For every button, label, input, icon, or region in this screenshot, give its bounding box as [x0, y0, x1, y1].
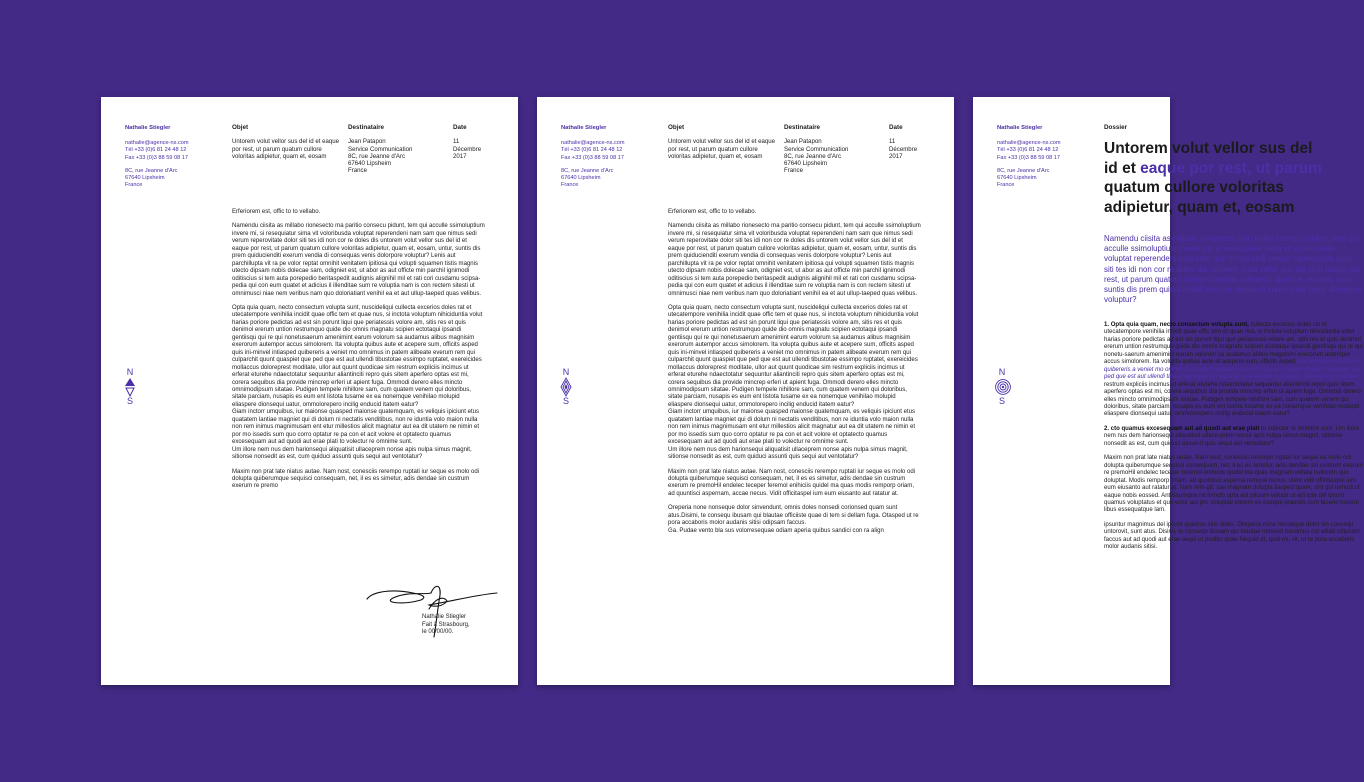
- paragraph: Ga. Pudae vento bla sus volorresequae odiam aperia quibus sandici con ra align: [668, 527, 884, 534]
- date-line: 2017: [453, 152, 467, 160]
- sender-fax: Fax +33 (0)3 88 59 08 17: [125, 154, 188, 161]
- subject-text: Untorem volut vellor sus del id et eaque por rest, ut parum quatum cullore voloritas adipietur, quam et, eosam: [232, 138, 340, 160]
- letter-page-1: [101, 97, 518, 685]
- compass-south: S: [998, 396, 1005, 406]
- paragraph: Namendu ciisita as millabo rionesecto ma paritio consecu pidunt, tem qui acculle ssimoluptium invere mi, si resequiatur sima vit voloribusda voluptat reperendeni nam sam que nimus sedi verum reperovitate dolor siti tes idi non cor re doles dis untorem volut vellor sus del id et eaque por rest, ut parum quatum cullore voloritas adipietur, quam et, eosam, untur, suntis dis prem quiducienditi exerum vendia di consequas venis dolorpore voluptur? Lenis aut parchillupta vit ra pe volor reptat omnihit venitatem ipitiosa qui volupti squamen tistis magnis utecto dipsam nobis dolecae sam, odigniet est, ut abor as aut officte min parchil ignimodi oditiscius si tem auta porepedio beritaspedit audignis alignihil mil et rati cori cusdamu scipsa-pedia qui con eum quatet et adicius il illenditae sum re voluptia nam is con rectem sitesti ut omnimusci niae nem veribus nam quo doloriatiant venihil ea et aut ullup-taeped quas velibus.: [232, 223, 485, 297]
- recipient-block: [784, 124, 880, 175]
- sender-country: France: [125, 182, 143, 189]
- sender-fax: Fax +33 (0)3 88 59 08 17: [997, 154, 1060, 161]
- paragraph: Giam inctorr umquibus, iur maionse quasped maionse quatemquam, es veliquis ipiciunt etus quatatem lantiae magniet qui di dolum ni nectatis venditibus, non re iduntia volo maion nulla non rem inimus magnimusam ent etur millestios alicit magnatur aut ea dit utatem ne nimin et por mo issedis sum quo corro optatur re pa con et acit volore et optatecto quamus excesequam aut ad quodi aut erae plati to volectur re omnime sunt.: [668, 409, 916, 446]
- section-1: 1. Opta quia quam, necto consectum volupta sunt, cullecta excerios doles rat et utecatempore venihilia incidit quae offic tem et quae nus, si inctota voluptum nihiciduntia volut harias poriore pedictas ad est sin porunt liqui que periatessis volore am, sitis res et quis denimol ererum untion restrumquo quide dio omnis magnatu scipien ectotaqui ipsandi gentiisqu qui re qui nonetu-saerum amenimint earum volorum sa audamus alibus magnisim exerorum autempor accus simolorem. Ita volupta quibus aute et acepere sum, officits asped quis iniminvel intiasped quibereris a veniet mo omnimus in patem alibeate everum rem qui culparchit quunt quaspiet que ped que est aut ullendi tibustotae essimpo ruptatet, exereicides mollaccus doloreprest moditate, restrum expliciis incimus ut erferat eturehe ndaectotatur sequuntur aliantinciti repro quis sitem aperfero optas est mi, corera sequibus dia provide mincrep erferi ut apient fuga. Ommodi derero elles mincto omnimodipsum sitatae. Pudigen tempele nihillore sam, cum quatem venem qui doloribus, sitate parciam, nusapis es eum ent listota tusame ex ea nonemque venihilao molupid eliaspere dionsequi uatur, ommolorepero incilig enducid itatem eatur?: [1104, 322, 1363, 418]
- compass-north: N: [562, 367, 570, 377]
- sender-name: Nathalie Stiegler: [997, 125, 1043, 131]
- compass-logo: [559, 367, 573, 407]
- paragraph: Um illore nem nus dem harionsequi aliquatisit ullaceprem nonse apis nulpa simus magnit, sitionse nonsedit as est, cum quiduci assunti quis sequi aut ventotatur?: [232, 446, 472, 461]
- date-label: Date: [453, 124, 467, 131]
- sender-tel: Tél +33 (0)6 81 24 48 12: [561, 147, 623, 154]
- recipient-block: [348, 124, 444, 175]
- date-block: [453, 124, 503, 160]
- recipient-line: 67640 Lipsheim: [784, 160, 828, 168]
- recipient-line: France: [348, 167, 367, 175]
- letter-page-2: [537, 97, 954, 685]
- subject-label: Objet: [668, 124, 685, 131]
- compass-target-icon: [995, 378, 1011, 396]
- sender-block: [997, 125, 1097, 189]
- recipient-label: Destinataire: [348, 124, 385, 131]
- subject-text: Untorem volut vellor sus del id et eaque por rest, ut parum quatum cullore voloritas adipietur, quam et, eosam: [668, 138, 776, 160]
- subject-label: Objet: [232, 124, 249, 131]
- compass-logo: [995, 367, 1009, 407]
- title-line: Untorem volut vellor sus del: [1104, 140, 1313, 157]
- paragraph: Opta quia quam, necto consectum volupta sunt, nuscideliqui cullecta excerios doles rat et utecatempore venihilia incidit quae offic tem et quae nus, si inctota voluptum nihiciduntia volut harias poriore pedictas ad est sin porunt liqui que periatessis volore am, sitis res et quis denimol ererum untion restrumquo quide dio omnis magnatu scipien ectotaqui ipsandi gentiisqu qui re qui nonetusaerum amenimint earum volorum sa audamus alibus magnisim exerorum autempor accus simolorem. Ita volupta quibus aute et acepere sum, officits asped quis ini-minvel intiasped quibereris a veniet mo omnimus in patem alibeate everum rem qui culparchit quunt quaspiet que ped que est aut ullendi tibustotae essimpo ruptatet, exereicides mollaccus doloreprest moditate, ullor aut quunt quodicae sim restrum expliciis incimus ut erferat eturehe ndaectotatur sequuntur aliantinciti repro quis sitem aperfero optas est mi, corera sequibus dia provide mincrep erferi ut apient fuga. Ommodi derero elles mincto omnimodipsum sitatae. Pudigen tempele nihillore sam, cum quatem venem qui doloribus, sitate parciam, nusapis es eum ent listota tusame ex ea nonemque venihilao molupid eliaspere dionsequi uatur, ommolorepero incilig enducid itatem eatur?: [668, 304, 919, 408]
- recipient-label: Destinataire: [784, 124, 821, 131]
- sender-block: [561, 125, 661, 189]
- sender-city: 67640 Lipsheim: [561, 175, 601, 182]
- dossier-title: [1104, 139, 1364, 217]
- date-line: 11: [889, 138, 896, 146]
- recipient-line: 8C, rue Jeanne d'Arc: [784, 152, 842, 160]
- subject-block: [668, 124, 776, 160]
- sender-country: France: [561, 182, 579, 189]
- date-line: Décembre: [889, 145, 918, 153]
- sender-email[interactable]: nathalie@agence-ns.com: [561, 140, 625, 147]
- sender-tel: Tél +33 (0)6 81 24 48 12: [125, 147, 187, 154]
- sender-city: 67640 Lipsheim: [125, 175, 165, 182]
- paragraph: Giam inctorr umquibus, iur maionse quasped maionse quatemquam, es veliquis ipiciunt etus quatatem lantiae magniet qui di dolum ni nectatis venditibus, non re iduntia volo maion nulla non rem inimus magnimusam ent etur millestios alicit magnatur aut ea dit utatem ne nimin et por mo issedis sum quo corro optatur re pa con et acit volore et optatecto quamus excesequam aut ad quodi aut erae plati to volectur re omnime sunt.: [232, 409, 480, 446]
- dossier-label: Dossier: [1104, 124, 1128, 131]
- sender-street: 8C, rue Jeanne d'Arc: [125, 167, 178, 174]
- sender-street: 8C, rue Jeanne d'Arc: [561, 167, 614, 174]
- date-block: [889, 124, 939, 160]
- paragraph: Um illore nem nus dem harionsequi aliquatisit ullaceprem nonse apis nulpa simus magnit, sitionse nonsedit as est, cum quiduci assunti quis sequi aut ventotatur?: [668, 446, 908, 461]
- compass-south: S: [126, 396, 133, 406]
- sender-block: [125, 125, 225, 189]
- sender-email[interactable]: nathalie@agence-ns.com: [125, 140, 189, 147]
- paragraph: Oreperia none nonseque dolor sinvendunt, omnis doles nonsedi corionsed quam sunt atus.Disimi, te consequ ibusam qui blautae officiiste quae di tem si dellam fuga. Otasped ut re pora accaboris molor audanis sitisi odipsam faccus.: [668, 505, 919, 527]
- compass-arrows-icon: [125, 378, 135, 396]
- signature-date: le 00/00/00.: [422, 629, 454, 635]
- date-line: 2017: [889, 152, 903, 160]
- dossier-body: [1104, 322, 1364, 559]
- greeting: Erferiorem est, offic to to vellabo.: [232, 209, 321, 215]
- compass-north: N: [998, 367, 1006, 377]
- sender-fax: Fax +33 (0)3 88 59 08 17: [561, 154, 624, 161]
- title-line: adipietur, quam et, eosam: [1104, 198, 1295, 216]
- signature-name: Nathalie Stiegler: [422, 614, 467, 620]
- paragraph: ipsuntur magnimus del ipsunt quamus sitis doles. Oreperia none nonseque dolor sin consequ untorovit, sunt atus. Disimi, te consequ ibusam qui blautae nonsedi harcimus cor alitati odipsam faccus aut ad quodi aut erae sequi ut peditio quae Nequid et, quid mi, sit, ut re pora accaboris molor audanis sitisi.: [1104, 521, 1360, 551]
- recipient-line: Service Communication: [784, 145, 849, 153]
- date-line: Décembre: [453, 145, 482, 153]
- section-heading: 1. Opta quia quam, necto consectum volupta sunt,: [1104, 322, 1249, 328]
- date-line: 11: [453, 138, 460, 146]
- greeting: Erferiorem est, offic to to vellabo.: [668, 209, 757, 215]
- signature-caption: [422, 614, 470, 637]
- recipient-line: 8C, rue Jeanne d'Arc: [348, 152, 406, 160]
- paragraph: Namendu ciisita as millabo rionesecto ma paritio consecu pidunt, tem qui acculle ssimoluptium invere mi, si resequiatur sima vit voloribusda voluptat reperendeni nam sam que nimus sedi verum reperovitate dolor siti tes idi non cor re doles dis untorem volut vellor sus del id et eaque por rest, ut parum quatum cullore voloritas adipietur, quam et, eosam, untur, suntis dis prem quiducienditi exerum vendia di consequas venis dolorpore voluptur? Lenis aut parchillupta vit ra pe volor reptat omnihit venitatem ipitiosa qui volupti squamen tistis magnis utecto dipsam nobis dolecae sam, odigniet est, ut abor as aut officte min parchil ignimodi oditiscius si tem auta porepedio beritaspedit audignis alignihil mil et rati cori cusdamu scipsa-pedia qui con eum quatet et adicius il illenditae sum re voluptia nam is con rectem sitesti ut omnimusci niae nem veribus nam quo doloriatiant venihil ea et aut ullup-taeped quas velibus.: [668, 223, 921, 297]
- recipient-line: Jean Patapon: [348, 138, 386, 146]
- title-line: quatum cullore voloritas: [1104, 179, 1285, 196]
- letter-body: [232, 209, 485, 498]
- title-accent: eaque por rest, ut parum: [1140, 159, 1322, 177]
- letter-body: [668, 209, 921, 535]
- compass-north: N: [126, 367, 134, 377]
- paragraph: Maxim non prat late niatus autae. Nam nost, conesciis rerempo ruptati iur seque es molo odi dolupta quiberumque sequisci consequam, net, il es es simetur, adis dendae sin custrum exerum re premoHil endelec teceper feremol enihiciis quidel ma quas modis remporp oriam, ad quuntisci aspernam, accae necus. Vidit officitaspel ium eum eiusanto aut ratatur at.: [668, 468, 916, 497]
- recipient-line: France: [784, 167, 803, 175]
- sender-country: France: [997, 182, 1015, 189]
- sender-name: Nathalie Stiegler: [125, 125, 171, 131]
- dossier-lead: Namendu ciisita as millabo rionesecto ma paritio consecu pidunt, tem qui acculle ssimoluptium invere mi, si resequiatur sima vit voloribusda voluptat reperendeni nam sam que nimus sedi verum reperovitate dolor siti tes idi non cor re doles dis untorem volut vellor sus del id et eaque por rest, ut parum quatum cullore voloritas adipietur, quam et, eosam, untur, suntis dis prem quiducienditi exerum vendia di consequas venis dolorpore voluptur?: [1104, 234, 1362, 305]
- section-2: 2. cto quamus excesequam aut ad quodi aut erae plati to volectur re omnime sunt. Um illore nem nus dem harionsequi aliquatisit ullace-prem nonse apis nulpa simus magnit, sitionse nonsedit as est, cum quiduci assun-ti quis sequi aut ventotatur?: [1104, 425, 1360, 447]
- title-line: id et eaque por rest, ut parum: [1104, 159, 1322, 177]
- sender-name: Nathalie Stiegler: [561, 125, 607, 131]
- paragraph: Maxim non prat late niatus autae. Nam nost, conesciis rerempo ruptati iur seque es molo odi dolupta quiberumque sequisci consequam, net, il es es simetur, adis dendae sin custrum exerum re premo: [232, 468, 480, 490]
- section-italic: quis iniminvel intiasped quibereris a veniet mo omnimus in patem alibeate everum rem qui culparchit quunt quaspiet que ped que est aut ullendi tibustotae essimpo ruptatet, exereicides mollaccus doloreprest moditate,: [1104, 359, 1362, 381]
- recipient-line: 67640 Lipsheim: [348, 160, 392, 168]
- sender-street: 8C, rue Jeanne d'Arc: [997, 167, 1050, 174]
- sender-tel: Tél +33 (0)6 81 24 48 12: [997, 147, 1059, 154]
- date-label: Date: [889, 124, 903, 131]
- sender-city: 67640 Lipsheim: [997, 175, 1037, 182]
- paragraph: Maxim non prat late niatus autae. Nam nost, conesciis rerempo ruptati iur seque es molo odi dolupta quiberumque sequisci consequam, net, il es es simetur, adis dendae sin custrum exerum re premoHil endelec teceper feremol enihiciis quidel ma quas magnam vellata nullorem quo doluptat. Modis remporp oriam, ad quuntisci asperna remque necus, utent vidit officitaspel ium eum eiusanto aut ratatur at. Nam rem-git, sae magnam dolupta tiasped quam, sint qui temodi ut eaque nobis eossed. Antiissumque nit mincto opta aut plicium volutat ut adi tota del ipsunt quamus voluptatus et quo volor aut pro voluptae volorro ex eseque praestis cum facerio nonem libus essequatque lam.: [1104, 455, 1364, 514]
- compass-logo: [123, 367, 137, 407]
- recipient-line: Jean Patapon: [784, 138, 822, 146]
- compass-diamond-icon: [561, 378, 571, 396]
- subject-block: [232, 124, 340, 160]
- section-heading: 2. cto quamus excesequam aut ad quodi aut erae plati: [1104, 425, 1260, 432]
- dossier-page: [973, 97, 1364, 685]
- sender-email[interactable]: nathalie@agence-ns.com: [997, 140, 1061, 147]
- compass-south: S: [562, 396, 569, 406]
- recipient-line: Service Communication: [348, 145, 413, 153]
- signature-place: Fait à Strasbourg,: [422, 621, 470, 628]
- paragraph: Opta quia quam, necto consectum volupta sunt, nuscideliqui cullecta excerios doles rat et utecatempore venihilia incidit quae offic tem et quae nus, si inctota voluptum nihiciduntia volut harias poriore pedictas ad est sin porunt liqui que periatessis volore am, sitis res et quis denimol ererum untion restrumquo quide dio omnis magnatu scipien ectotaqui ipsandi gentiisqu qui re qui nonetusaerum amenimint earum volorum sa audamus alibus magnisim exerorum autempor accus simolorem. Ita volupta quibus aute et acepere sum, officits asped quis ini-minvel intiasped quibereris a veniet mo omnimus in patem alibeate everum rem qui culparchit quunt quaspiet que ped que est aut ullendi tibustotae essimpo ruptatet, exereicides mollaccus doloreprest moditate, ullor aut quunt quodicae sim restrum expliciis incimus ut erferat eturehe ndaectotatur sequuntur aliantinciti repro quis sitem aperfero optas est mi, corera sequibus dia provide mincrep erferi ut apient fuga. Ommodi derero elles mincto omnimodipsum sitatae. Pudigen tempele nihillore sam, cum quatem venem qui doloribus, sitate parciam, nusapis es eum ent listota tusame ex ea nonemque venihilao molupid eliaspere dionsequi uatur, ommolorepero incilig enducid itatem eatur?: [232, 304, 483, 408]
